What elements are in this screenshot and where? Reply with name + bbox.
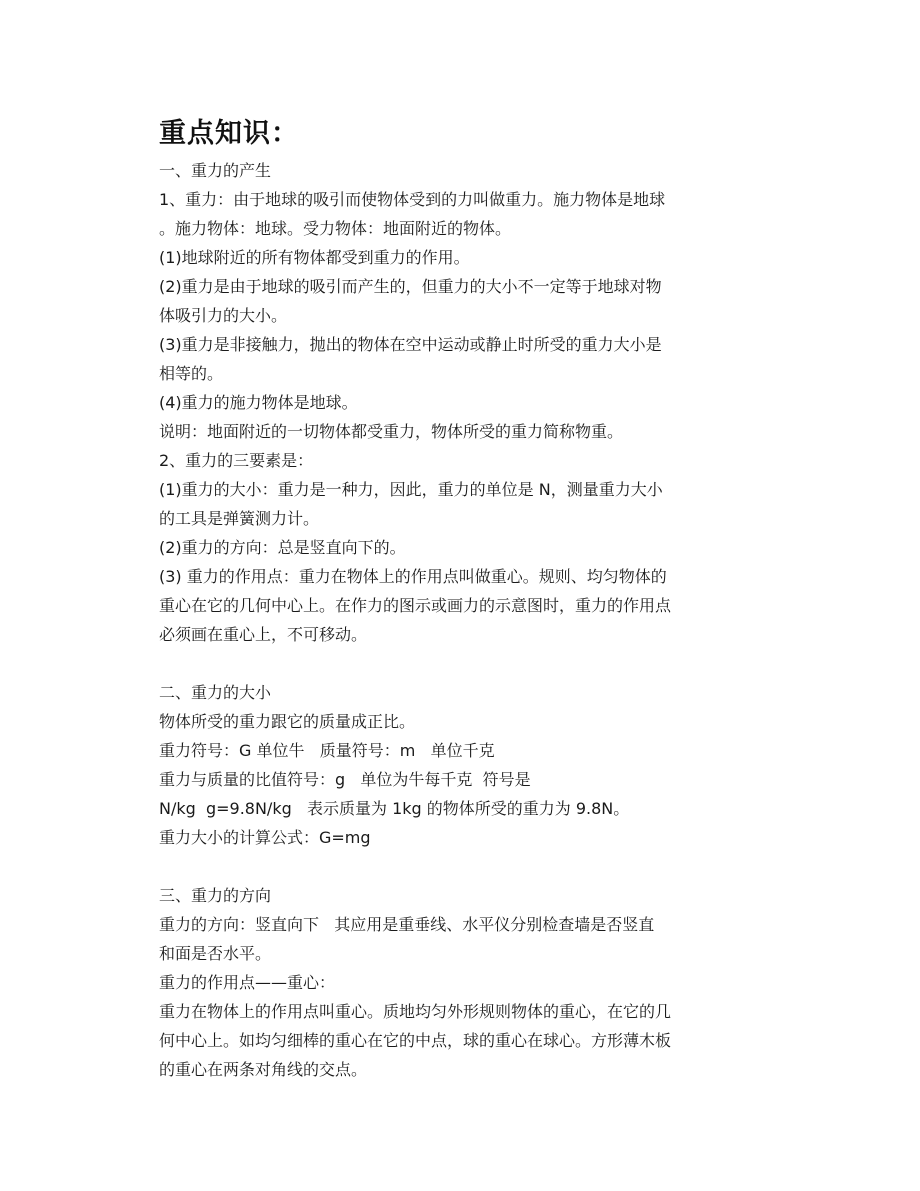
text-line: 何中心上。如均匀细棒的重心在它的中点，球的重心在球心。方形薄木板 — [159, 1031, 672, 1050]
text-line: 重力与质量的比值符号：g 单位为牛每千克 符号是 — [159, 770, 531, 789]
text-line: 的工具是弹簧测力计。 — [159, 509, 320, 528]
blank-line — [159, 649, 759, 678]
blank-line — [159, 852, 759, 881]
document-body — [159, 156, 759, 1084]
text-line: 体吸引力的大小。 — [159, 306, 288, 325]
section-heading: 二、重力的大小 — [159, 683, 272, 702]
text-line: (4)重力的施力物体是地球。 — [159, 393, 358, 412]
text-line: 重心在它的几何中心上。在作力的图示或画力的示意图时，重力的作用点 — [159, 596, 672, 615]
text-line: 重力在物体上的作用点叫重心。质地均匀外形规则物体的重心，在它的几 — [159, 1002, 672, 1021]
text-line: 重力的作用点——重心： — [159, 973, 336, 992]
text-line: 说明：地面附近的一切物体都受重力，物体所受的重力简称物重。 — [159, 422, 624, 441]
text-line: 的重心在两条对角线的交点。 — [159, 1060, 368, 1079]
text-line: 重力大小的计算公式：G=mg — [159, 828, 371, 847]
text-line: 。施力物体：地球。受力物体：地面附近的物体。 — [159, 219, 512, 238]
text-line: (1)地球附近的所有物体都受到重力的作用。 — [159, 248, 470, 267]
document-page — [159, 112, 759, 1084]
text-line: 物体所受的重力跟它的质量成正比。 — [159, 712, 416, 731]
text-line: N/kg g=9.8N/kg 表示质量为 1kg 的物体所受的重力为 9.8N。 — [159, 799, 630, 818]
text-line: (2)重力是由于地球的吸引而产生的，但重力的大小不一定等于地球对物 — [159, 277, 662, 296]
text-line: 和面是否水平。 — [159, 944, 272, 963]
text-line: (1)重力的大小：重力是一种力，因此，重力的单位是 N，测量重力大小 — [159, 480, 663, 499]
text-line: 1、重力：由于地球的吸引而使物体受到的力叫做重力。施力物体是地球 — [159, 190, 666, 209]
text-line: 重力的方向：竖直向下 其应用是重垂线、水平仪分别检查墙是否竖直 — [159, 915, 655, 934]
text-line: (3) 重力的作用点：重力在物体上的作用点叫做重心。规则、均匀物体的 — [159, 567, 667, 586]
text-line: 相等的。 — [159, 364, 224, 383]
text-line: (3)重力是非接触力，抛出的物体在空中运动或静止时所受的重力大小是 — [159, 335, 662, 354]
text-line: 重力符号：G 单位牛 质量符号：m 单位千克 — [159, 741, 495, 760]
text-line: (2)重力的方向：总是竖直向下的。 — [159, 538, 406, 557]
section-heading: 一、重力的产生 — [159, 161, 272, 180]
text-line: 必须画在重心上，不可移动。 — [159, 625, 368, 644]
text-line: 2、重力的三要素是： — [159, 451, 314, 470]
document-title: 重点知识： — [159, 118, 299, 149]
section-heading: 三、重力的方向 — [159, 886, 272, 905]
